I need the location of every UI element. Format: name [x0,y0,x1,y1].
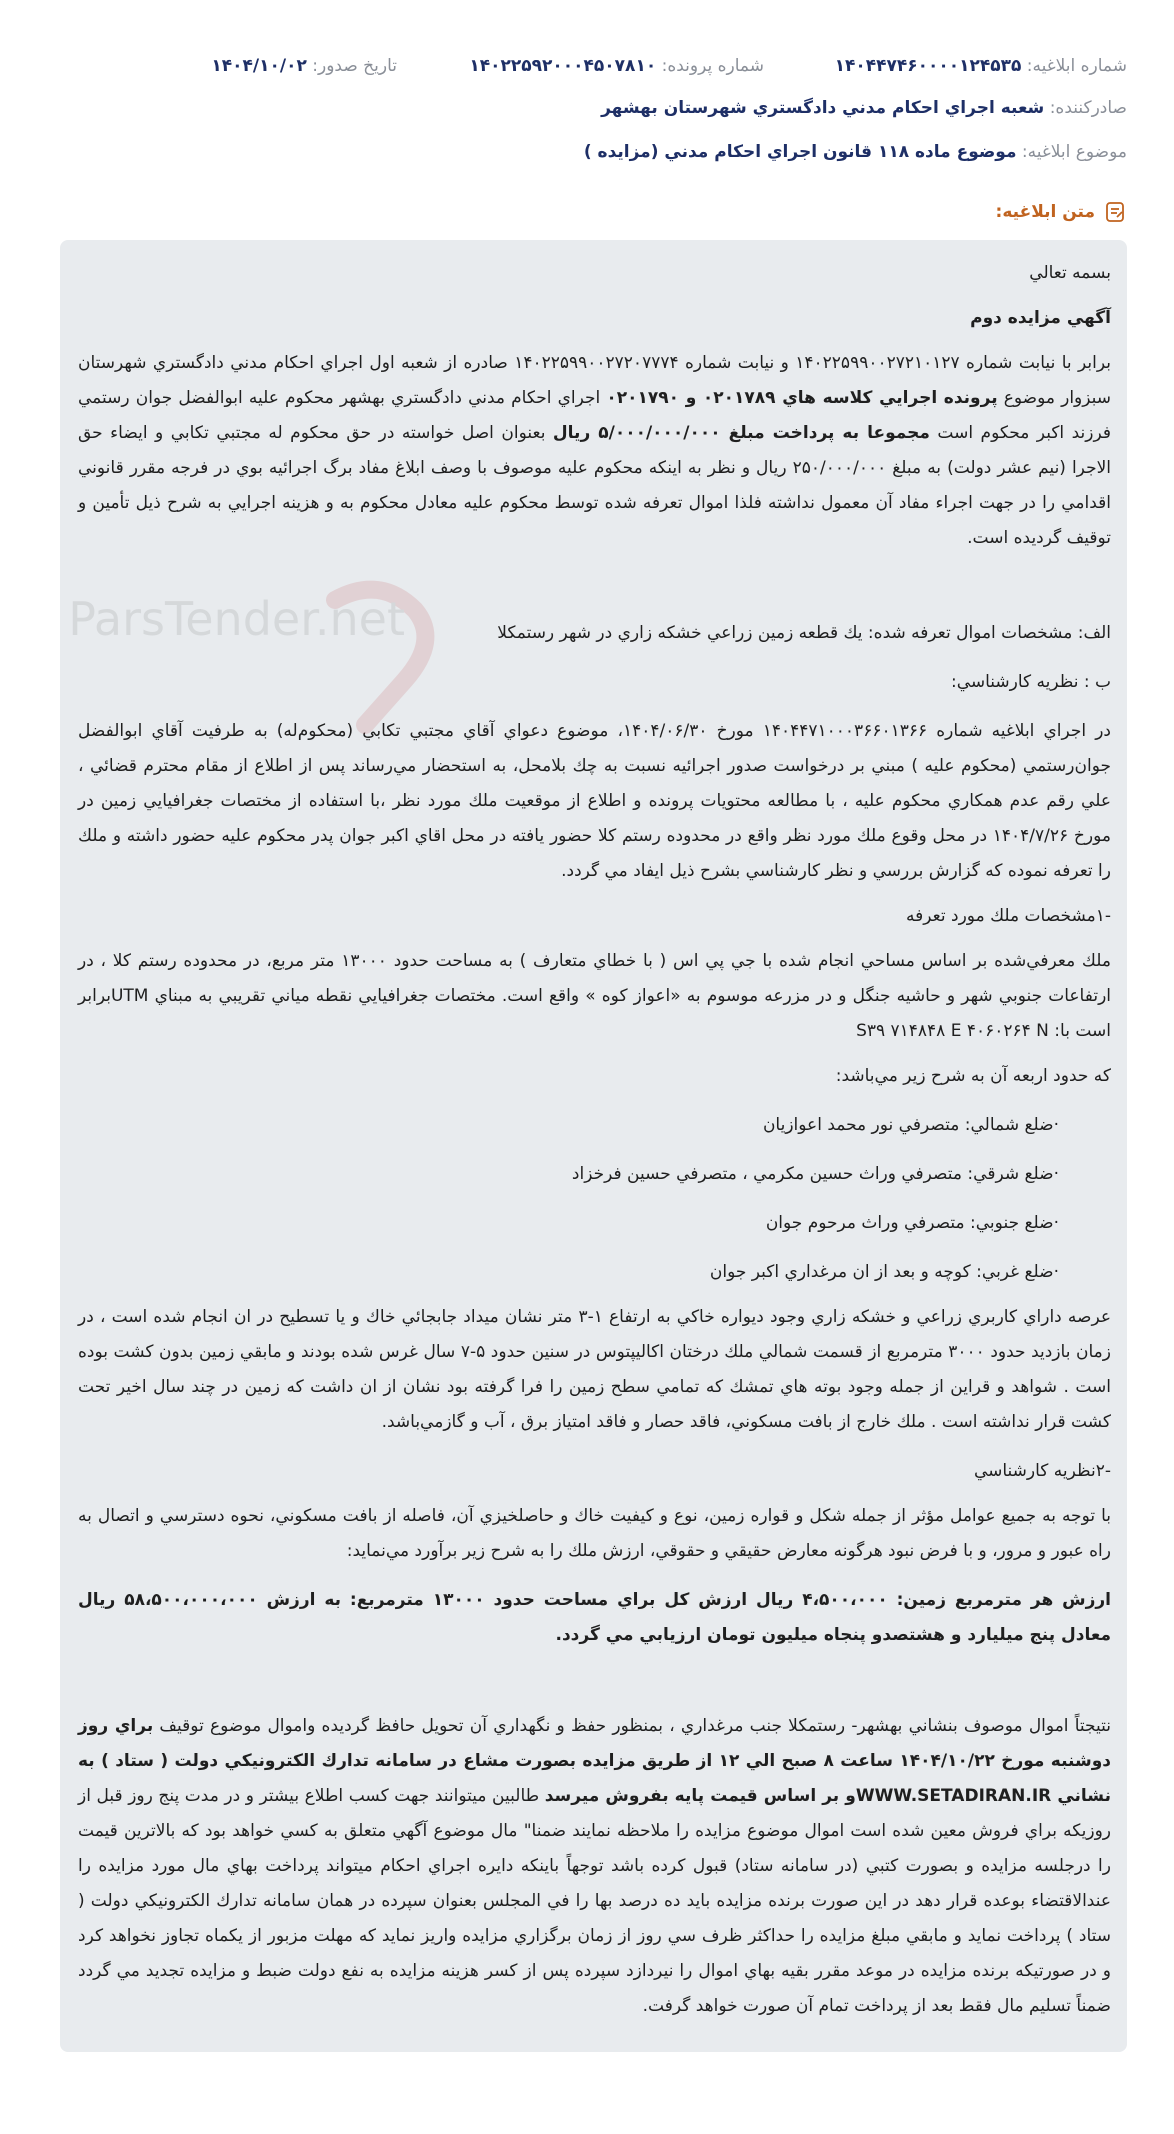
issuer-row [60,96,1127,120]
boundary-west: ·ضلع غربي: كوچه و بعد از ان مرغداري اكبر جوان [709,1262,1059,1282]
notice-number-label: شماره ابلاغیه: [1026,56,1127,76]
body-auction-terms: نتيجتاً اموال موصوف بنشاني بهشهر- رستمكلا جنب مرغداري ، بمنظور حفظ و نگهداري آن تحويل حافظ گرديده واموال موضوع توقيف براي روز دوشنبه مورخ ۱۴۰۴/۱۰/۲۲ ساعت ۸ صبح الي ۱۲ از طريق مزايده بصورت مشاع در سامانه تدارك الكترونيكي دولت ( ستاد ) به نشاني WWW.SETADIRAN.IRو بر اساس قيمت پايه بفروش ميرسد طالبين ميتوانند جهت كسب اطلاع بيشتر و در مدت پنج روز قبل از روزيكه براي فروش معين شده است اموال موضوع مزايده را ملاحظه نمايند ضمنا" مال موضوع آگهي متعلق به كسي خواهد بود كه بالاترين قيمت را درجلسه مزايده و بصورت كتبي (در سامانه ستاد) قبول كرده باشد توجهاً باينكه دايره اجراي احكام ميتواند پرداخت بهاي مال مورد مزايده را عندالاقتضاء بوعده قرار دهد در اين صورت برنده مزايده بايد ده درصد بها را في المجلس بعنوان سپرده در همان سامانه تدارك الكترونيكي دولت ( ستاد ) پرداخت نمايد و مابقي مبلغ مزايده را حداكثر ظرف سي روز از زمان برگزاري مزايده واريز نمايد كه مهلت مزبور از يكماه تجاوز نخواهد كرد و در صورتيكه برنده مزايده در موعد مقرر بقيه بهاي اموال را نيردازد سپرده پس از كسر هزينه مزايده به نفع دولت ضبط و مزايده تجديد مي گردد ضمناً تسليم مال فقط بعد از پرداخت تمام آن صورت خواهد گرفت. [78,1716,1111,2016]
notice-number-value: ۱۴۰۴۴۷۴۶۰۰۰۰۱۲۴۵۳۵ [834,56,1022,76]
body-section-1-heading: -۱مشخصات ملك مورد تعرفه [906,906,1111,926]
body-valuation-result: ارزش هر مترمربع زمين: ۴،۵۰۰،۰۰۰ ريال ارزش كل براي مساحت حدود ۱۳۰۰۰ مترمربع: به ارزش ۵۸،۵۰۰،۰۰۰،۰۰۰ ريال معادل پنج ميليارد و هشتصدو پنجاه ميليون تومان ارزيابي مي گردد. [78,1590,1111,1645]
boundary-south: ·ضلع جنوبي: متصرفي وراث مرحوم جوان [765,1213,1059,1233]
body-valuation-factors: با توجه به جميع عوامل مؤثر از جمله شكل و قواره زمين، نوع و كيفيت خاك و حاصلخيزي آن، فاصله از بافت مسكوني، نحوه دسترسي و اتصال به راه عبور و مرور، و با فرض نبود هرگونه معارض حقيقي و حقوقي، ارزش ملك را به شرح زير برآورد مي‌نمايد: [78,1506,1111,1561]
body-basmala: بسمه تعالي [1029,263,1111,283]
issue-date-label: تاریخ صدور: [312,56,397,76]
notice-text-heading [996,200,1127,224]
document-notice-icon [1103,200,1127,224]
body-property-spec: الف: مشخصات اموال تعرفه شده: يك قطعه زمين زراعي خشكه زاري در شهر رستمكلا [497,623,1111,643]
notice-number [835,54,1127,78]
boundary-east: ·ضلع شرقي: متصرفي وراث حسين مكرمي ، متصرفي حسين فرخزاد [571,1164,1059,1184]
boundaries-list [78,1108,1111,1290]
body-boundaries-intro: كه حدود اربعه آن به شرح زير مي‌باشد: [835,1066,1111,1086]
subject-label: موضوع ابلاغیه: [1021,142,1127,162]
boundary-north: ·ضلع شمالي: متصرفي نور محمد اعوازيان [762,1115,1059,1135]
body-land-description: عرصه داراي كاربري زراعي و خشكه زاري وجود ديواره خاكي به ارتفاع ۱-۳ متر نشان ميداد جابجائي خاك و يا تسطيح در ان انجام شده است ، در زمان بازديد حدود ۳۰۰۰ مترمربع از قسمت شمالي ملك درختان اكاليپتوس در سنين حدود ۵-۷ سال غرس شده بودند و مابقي زمين بدون كشت بوده است . شواهد و قراين از جمله وجود بوته هاي تمشك كه تمامي سطح زمين را فرا گرفته بود نشان از ان داشت كه زمين در چند سال اخير تحت كشت قرار نداشته است . ملك خارج از بافت مسكوني، فاقد حصار و فاقد امتياز برق ، آب و گازمي‌باشد. [78,1307,1111,1432]
body-title: آگهي مزايده دوم [970,308,1111,328]
notice-body [60,240,1127,2052]
subject-row [60,140,1127,164]
case-number-label: شماره پرونده: [661,56,764,76]
case-number-value: ۱۴۰۲۲۵۹۲۰۰۰۴۵۰۷۸۱۰ [469,56,657,76]
issuer-value: شعبه اجراي احكام مدني دادگستري شهرستان بهشهر [601,98,1045,118]
watermark-text: ParsTender.net [68,592,405,646]
body-paragraph-intro: برابر با نيابت شماره ۱۴۰۲۲۵۹۹۰۰۲۷۲۱۰۱۲۷ و نيابت شماره ۱۴۰۲۲۵۹۹۰۰۲۷۲۰۷۷۷۴ صادره از شعبه اول اجراي احكام مدني دادگستري شهرستان سبزوار موضوع پرونده اجرايي كلاسه هاي ۰۲۰۱۷۸۹ و ۰۲۰۱۷۹۰ اجراي احكام مدني دادگستري بهشهر محكوم عليه ابوالفضل جوان رستمي فرزند اكبر محكوم است مجموعا به پرداخت مبلغ ۵/۰۰۰/۰۰۰/۰۰۰ ريال بعنوان اصل خواسته در حق محكوم له مجتبي تكابي و ايضاء حق الاجرا (نيم عشر دولت) به مبلغ ۲۵۰/۰۰۰/۰۰۰ ريال و نظر به اينكه محكوم عليه موصوف با وصف ابلاغ مفاد برگ اجرائيه بوي در فرجه مقرر قانوني اقدامي را در جهت اجراء مفاد آن معمول نداشته فلذا اموال تعرفه شده توسط محكوم عليه معادل محكوم به و هزينه اجرايي به شرح ذيل تأمين و توقيف گرديده است. [78,353,1111,548]
subject-value: موضوع ماده ۱۱۸ قانون اجراي احكام مدني (مزايده ) [583,142,1017,162]
body-section-2-heading: -۲نظريه كارشناسي [973,1461,1111,1481]
body-property-location: ملك معرفي‌شده بر اساس مساحي انجام شده با جي پي اس ( با خطاي متعارف ) به مساحت حدود ۱۳۰۰۰ متر مربع، در محدوده رستم كلا ، در ارتفاعات جنوبي شهر و حاشيه جنگل و در مزرعه موسوم به «اعواز كوه » واقع است. مختصات جغرافيايي نقطه مياني تقريبي به مبناي UTMبرابر است با: S۳۹ ۷۱۴۸۴۸ E ۴۰۶۰۲۶۴ N [78,951,1111,1041]
issuer-label: صادرکننده: [1049,98,1127,118]
notice-text-title: متن ابلاغیه: [995,202,1095,222]
auction-date-and-site: براي روز دوشنبه مورخ ۱۴۰۴/۱۰/۲۲ ساعت ۸ صبح الي ۱۲ از طريق مزايده بصورت مشاع در سامانه تدارك الكترونيكي دولت ( ستاد ) به نشاني WWW.SETADIRAN.IRو بر اساس قيمت پايه بفروش ميرسد [78,1716,1111,1806]
issue-date [211,54,397,78]
body-expert-heading: ب : نظريه كارشناسي: [950,672,1111,692]
issue-date-value: ۱۴۰۴/۱۰/۰۲ [211,56,307,76]
body-expert-intro: در اجراي ابلاغيه شماره ۱۴۰۴۴۷۱۰۰۰۳۶۶۰۱۳۶۶ مورخ ۱۴۰۴/۰۶/۳۰، موضوع دعواي آقاي مجتبي تكابي (محكوم‌له) به طرفيت آقاي ابوالفضل جوان‌رستمي (محكوم عليه ) مبني بر درخواست صدور اجرائيه نسبت به چك بلامحل، به استحضار مي‌رساند پس از اطلاع از مقام محترم قضائي ، علي رقم عدم همكاري محكوم عليه ، با مطالعه محتويات پرونده و اطلاع از موقعيت ملك مورد نظر ،با استفاده از مختصات جغرافيايي زمين در مورخ ۱۴۰۴/۷/۲۶ در محل وقوع ملك مورد نظر واقع در محدوده رستم كلا حضور يافته در محل اقاي اكبر جوان پدر محكوم عليه حضور داشته و ملك را تعرفه نموده كه گزارش بررسي و نظر كارشناسي بشرح ذيل ايفاد مي گردد. [78,721,1111,881]
case-number [469,54,764,78]
